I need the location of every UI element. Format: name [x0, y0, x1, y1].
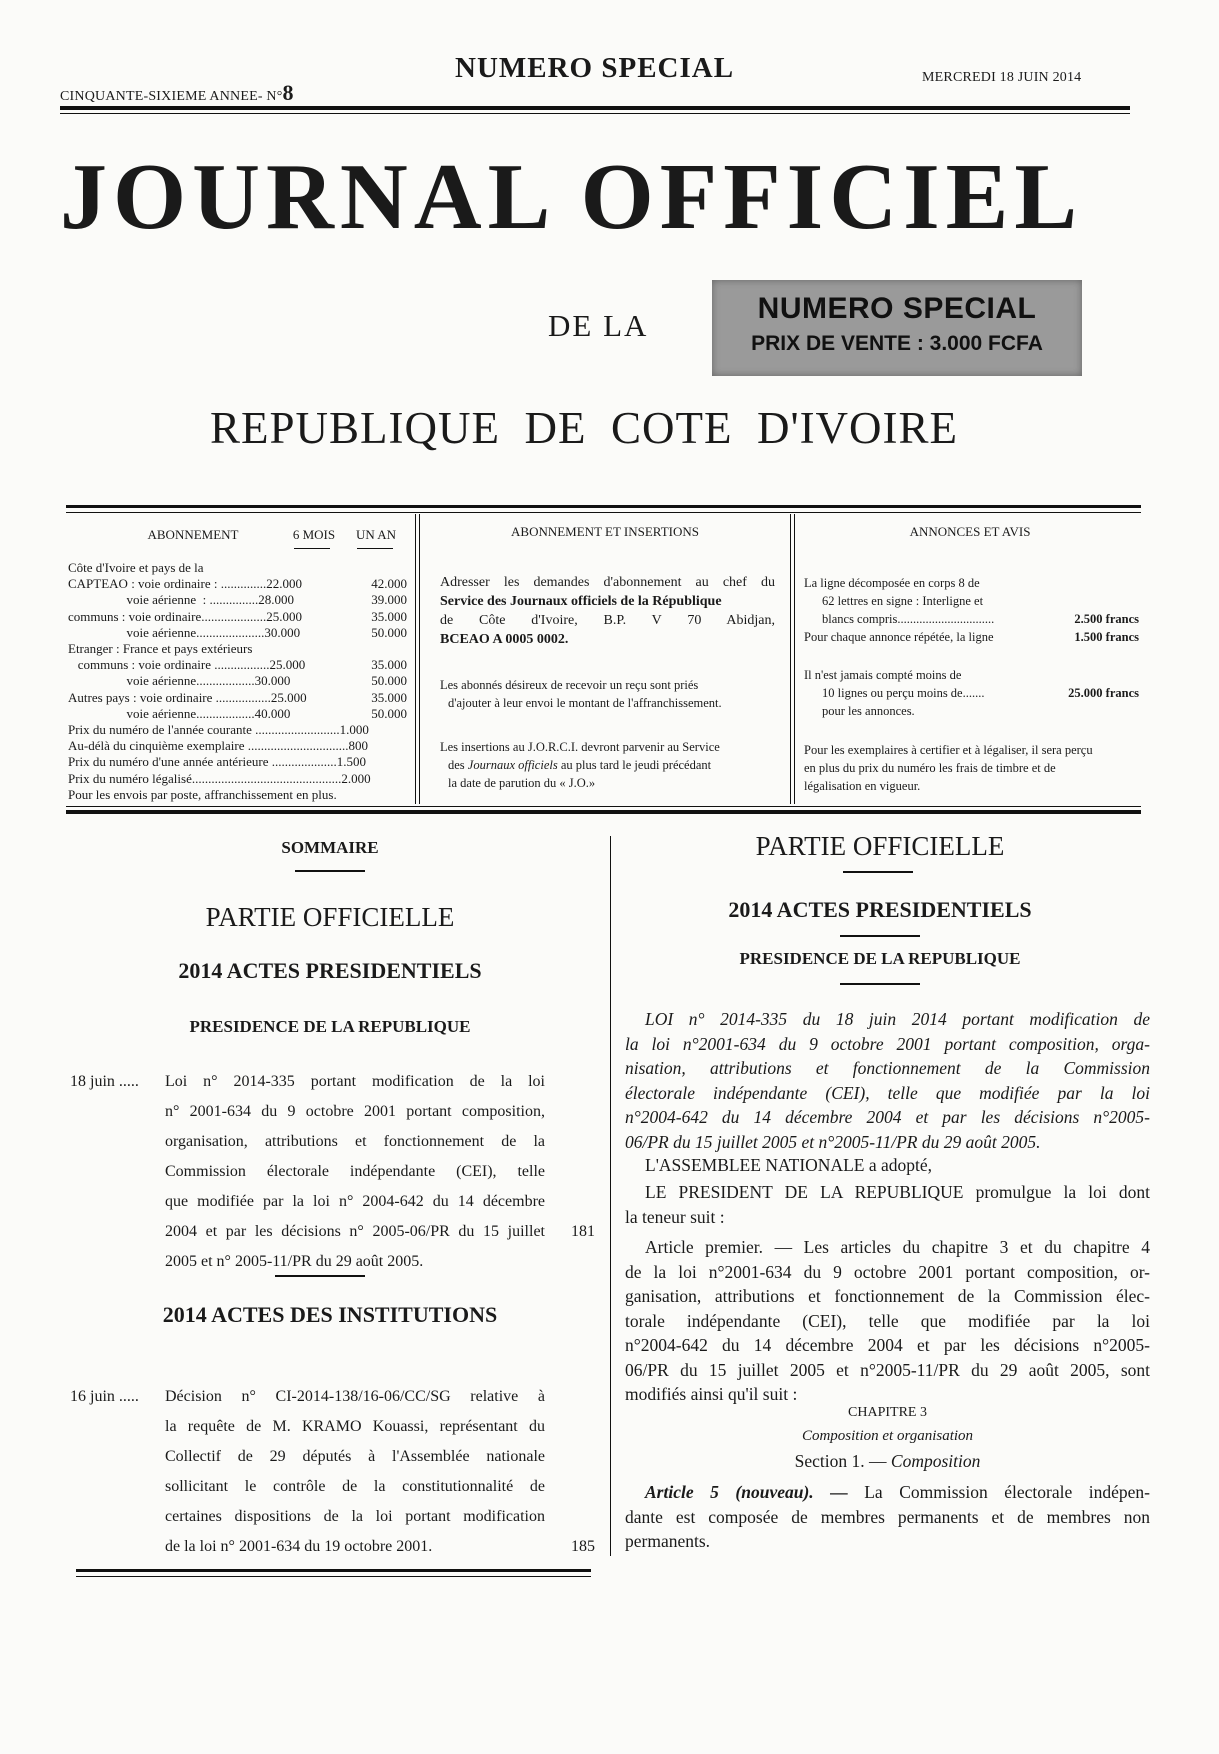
article-premier: [625, 1235, 1150, 1407]
subscription-row: communs : voie ordinaire....................25.000 35.000: [68, 608, 407, 624]
box-rule-top: [66, 505, 1141, 508]
article-5-line: Article 5 (nouveau). — La Commission électorale indépen-: [645, 1482, 1150, 1502]
sommaire-actes-presidentiels: 2014 ACTES PRESIDENTIELS: [178, 958, 482, 983]
official-partie-title: PARTIE OFFICIELLE: [755, 831, 1005, 861]
subscription-row: communs : voie ordinaire .................25.000 35.000: [68, 657, 407, 673]
insertions-line: Adresser les demandes d'abonnement au chef du: [440, 575, 775, 590]
de-la-label: DE LA: [548, 308, 649, 343]
annonces-line: Pour les exemplaires à certifier et à légaliser, il sera perçu: [804, 743, 1093, 757]
annonces-block-1: [804, 574, 1139, 646]
subscription-row: Prix du numéro de l'année courante ..........................1.000: [68, 722, 369, 738]
promulgue-paragraph: [625, 1180, 1150, 1229]
subscription-rows: [68, 560, 408, 803]
loi-line: n°2004-642 du 14 décembre 2004 et par les décisions n°2005-: [625, 1107, 1150, 1127]
loi-line: LOI n° 2014-335 du 18 juin 2014 portant modification de: [645, 1009, 1150, 1029]
sommaire-underline: [295, 870, 365, 872]
annonces-line: légalisation en vigueur.: [804, 779, 921, 793]
insertions-paragraph-1: [440, 573, 775, 649]
assemblee-line: L'ASSEMBLEE NATIONALE a adopté,: [645, 1155, 932, 1175]
box-divider-1: [415, 514, 416, 804]
sommaire-rule-bottom: [76, 1569, 591, 1572]
subscription-row: Autres pays : voie ordinaire .................25.000 35.000: [68, 689, 407, 705]
annonces-line: La ligne décomposée en corps 8 de: [804, 576, 980, 590]
issue-number: 8: [282, 80, 294, 105]
subscription-head: ABONNEMENT: [147, 527, 239, 542]
article-premier-line: ganisation, attributions et fonctionnement de la Commission élec-: [625, 1286, 1150, 1306]
year-issue-label: CINQUANTE-SIXIEME ANNEE- N°: [60, 89, 283, 104]
annonces-head: ANNONCES ET AVIS: [909, 524, 1031, 539]
article-premier-line: de la loi n°2001-634 du 9 octobre 2001 portant composition, or-: [625, 1261, 1150, 1282]
journal-title: JOURNAL OFFICIEL: [60, 145, 1084, 249]
badge-price: PRIX DE VENTE : 3.000 FCFA: [751, 332, 1043, 355]
entry2-line: sollicitant le contrôle de la constitutionnalité de: [165, 1478, 545, 1495]
insertions-line: d'ajouter à leur envoi le montant de l'affranchissement.: [448, 696, 722, 710]
promulgue-line: la teneur suit :: [625, 1206, 725, 1227]
article-premier-line: n°2004-642 du 14 décembre 2004 et par les décisions n°2005-: [625, 1335, 1150, 1355]
box-rule-top-thin: [66, 512, 1141, 513]
subscription-row: Prix du numéro d'une année antérieure ....................1.500: [68, 754, 367, 770]
official-presidence-underline: [840, 983, 920, 985]
subscription-row: CAPTEAO : voie ordinaire : ..............22.000 42.000: [68, 576, 407, 592]
annonces-line: 62 lettres en signe : Interligne et: [822, 594, 984, 608]
box-rule-bottom: [66, 810, 1141, 814]
annonces-line: blancs compris............................... 2.500 francs: [822, 612, 1139, 626]
column-divider: [610, 836, 611, 1556]
section-title: Section 1. — Composition: [794, 1451, 981, 1471]
six-months-head: 6 MOIS: [292, 527, 336, 542]
entry2-page: 185: [571, 1538, 595, 1555]
article-premier-line: Article premier. — Les articles du chapitre 3 et du chapitre 4: [645, 1237, 1150, 1257]
issue-date: MERCREDI 18 JUIN 2014: [922, 70, 1082, 85]
annonces-block-2: [804, 666, 1139, 720]
loi-line: nisation, attributions et fonctionnement de la Commission: [625, 1058, 1150, 1078]
insertions-head: ABONNEMENT ET INSERTIONS: [511, 524, 699, 539]
loi-heading: [625, 1007, 1150, 1154]
six-months-underline: [294, 548, 330, 549]
official-actes-title: 2014 ACTES PRESIDENTIELS: [728, 897, 1032, 922]
official-presidence: PRESIDENCE DE LA REPUBLIQUE: [739, 949, 1021, 968]
chapitre-title: CHAPITRE 3: [848, 1405, 927, 1420]
chapitre-subtitle: Composition et organisation: [801, 1428, 974, 1444]
article-5-line: dante est composée de membres permanents et de membres non: [625, 1506, 1150, 1527]
subscription-row: Au-délà du cinquième exemplaire ...............................800: [68, 738, 369, 754]
sommaire-rule-bottom-thin: [76, 1576, 591, 1577]
subscription-row: voie aérienne..................30.000 50.000: [68, 673, 407, 689]
insertions-line: la date de parution du « J.O.»: [448, 776, 596, 790]
insertions-line: Les abonnés désireux de recevoir un reçu sont priés: [440, 678, 699, 692]
entry1-date: 18 juin .....: [70, 1073, 139, 1090]
entry1-line: 2005 et n° 2005-11/PR du 29 août 2005.: [165, 1253, 424, 1270]
annonces-line: Il n'est jamais compté moins de: [804, 668, 962, 682]
one-year-underline: [357, 548, 393, 549]
insertions-line: de Côte d'Ivoire, B.P. V 70 Abidjan,: [440, 613, 775, 628]
subscription-row: voie aérienne.....................30.000 50.000: [68, 624, 407, 640]
masthead-rule-top: [60, 106, 1130, 110]
subscription-row: Prix du numéro légalisé..............................................2.000: [68, 770, 371, 786]
subscription-row: voie aérienne : ...............28.000 39.000: [68, 592, 407, 608]
entry1-line: organisation, attributions et fonctionnement de la: [165, 1133, 545, 1150]
promulgue-line: LE PRESIDENT DE LA REPUBLIQUE promulgue la loi dont: [645, 1182, 1150, 1202]
article-premier-line: 06/PR du 15 juillet 2005 et n°2005-11/PR du 29 août 2005, sont: [625, 1359, 1150, 1380]
article-premier-line: modifiés ainsi qu'il suit :: [625, 1384, 798, 1404]
insertions-line: Service des Journaux officiels de la République: [440, 594, 722, 609]
subscription-row: Pour les envois par poste, affranchissement en plus.: [68, 786, 337, 802]
box-rule-bottom-thin: [66, 806, 1141, 807]
insertions-paragraph-3: [440, 738, 780, 792]
official-actes-underline: [840, 935, 920, 937]
sommaire-partie-officielle: PARTIE OFFICIELLE: [205, 902, 455, 932]
entry2-date: 16 juin .....: [70, 1388, 139, 1405]
insertions-paragraph-2: [440, 676, 775, 712]
entry1-page: 181: [571, 1223, 595, 1240]
loi-line: électorale indépendante (CEI), telle que modifiée par la loi: [625, 1082, 1150, 1103]
republic-title: REPUBLIQUE DE COTE D'IVOIRE: [210, 403, 959, 453]
entry1-line: que modifiée par la loi n° 2004-642 du 14 décembre: [165, 1193, 545, 1210]
insertions-line: Les insertions au J.O.R.C.I. devront parvenir au Service: [440, 740, 720, 754]
annonces-block-3: [804, 741, 1139, 795]
annonces-line: pour les annonces.: [822, 704, 915, 718]
entry1-text: [165, 1067, 545, 1277]
sommaire-actes-institutions: 2014 ACTES DES INSTITUTIONS: [162, 1302, 498, 1327]
subscription-row: Côte d'Ivoire et pays de la: [68, 560, 204, 575]
entry1-line: n° 2001-634 du 9 octobre 2001 portant composition,: [165, 1103, 545, 1120]
box-divider-2: [790, 514, 791, 804]
loi-line: la loi n°2001-634 du 9 octobre 2001 portant composition, orga-: [625, 1033, 1150, 1054]
masthead-rule-top-thin: [60, 113, 1130, 114]
entry1-line: Loi n° 2014-335 portant modification de la loi: [165, 1073, 545, 1090]
entry1-line: Commission électorale indépendante (CEI), telle: [165, 1163, 545, 1180]
sommaire-title: SOMMAIRE: [281, 838, 379, 857]
one-year-head: UN AN: [355, 527, 397, 542]
entry2-line: certaines dispositions de la loi portant modification: [165, 1508, 545, 1525]
badge-special: NUMERO SPECIAL: [757, 292, 1037, 325]
loi-line: 06/PR du 15 juillet 2005 et n°2005-11/PR du 29 août 2005.: [625, 1131, 1041, 1152]
insertions-line: BCEAO A 0005 0002.: [440, 632, 569, 647]
entry2-line: Décision n° CI-2014-138/16-06/CC/SG relative à: [165, 1388, 545, 1405]
insertions-line: des Journaux officiels au plus tard le jeudi précédant: [448, 758, 712, 772]
entry2-text: [165, 1382, 545, 1562]
box-divider-2b: [794, 514, 795, 804]
sommaire-separator: [275, 1275, 365, 1277]
entry2-line: de la loi n° 2001-634 du 19 octobre 2001.: [165, 1538, 433, 1555]
article-5-line: permanents.: [625, 1531, 711, 1551]
sommaire-presidence: PRESIDENCE DE LA REPUBLIQUE: [189, 1017, 471, 1036]
annonces-line: en plus du prix du numéro les frais de timbre et de: [804, 761, 1056, 775]
article-premier-line: torale indépendante (CEI), telle que modifiée par la loi: [625, 1310, 1150, 1331]
price-badge: [712, 280, 1082, 376]
annonces-line: 10 lignes ou perçu moins de....... 25.000 francs: [822, 686, 1139, 700]
subscription-row: voie aérienne..................40.000 50.000: [68, 705, 407, 721]
box-divider-1b: [419, 514, 420, 804]
entry2-line: la requête de M. KRAMO Kouassi, représentant du: [165, 1418, 545, 1435]
entry2-line: Collectif de 29 députés à l'Assemblée nationale: [165, 1448, 545, 1465]
special-issue-label: NUMERO SPECIAL: [455, 52, 735, 84]
annonces-line: Pour chaque annonce répétée, la ligne 1.500 francs: [804, 630, 1139, 644]
article-5: [625, 1480, 1150, 1554]
issue-year: [60, 80, 294, 106]
subscription-row: Etranger : France et pays extérieurs: [68, 641, 253, 657]
entry1-line: 2004 et par les décisions n° 2005-06/PR du 15 juillet: [165, 1223, 545, 1240]
official-partie-underline: [843, 871, 913, 873]
